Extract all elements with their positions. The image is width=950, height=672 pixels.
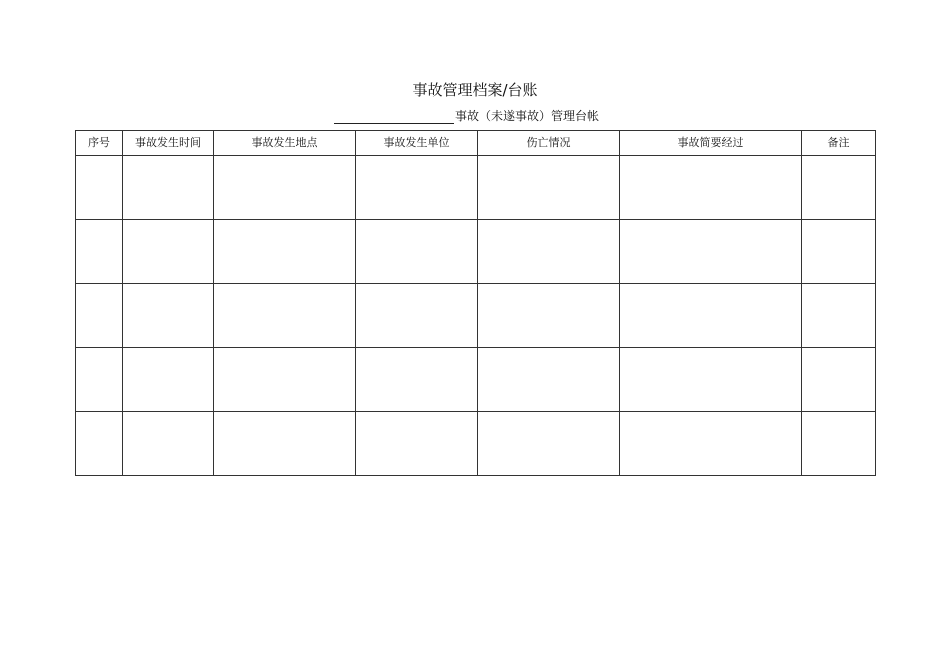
table-body <box>76 156 876 476</box>
table-cell[interactable] <box>123 156 214 220</box>
table-cell[interactable] <box>356 284 478 348</box>
table-row <box>76 412 876 476</box>
table-row <box>76 348 876 412</box>
table-cell[interactable] <box>214 284 356 348</box>
table-cell[interactable] <box>478 284 620 348</box>
column-header-accident-summary: 事故简要经过 <box>620 131 802 156</box>
table-row <box>76 220 876 284</box>
unit-name-blank-line[interactable] <box>334 109 454 124</box>
table-cell[interactable] <box>478 348 620 412</box>
column-header-accident-location: 事故发生地点 <box>214 131 356 156</box>
table-header-row <box>76 131 876 156</box>
table-cell[interactable] <box>802 220 876 284</box>
table-cell[interactable] <box>76 156 123 220</box>
column-header-serial-number: 序号 <box>76 131 123 156</box>
column-header-accident-time: 事故发生时间 <box>123 131 214 156</box>
table-cell[interactable] <box>478 220 620 284</box>
table-cell[interactable] <box>802 412 876 476</box>
table-cell[interactable] <box>802 156 876 220</box>
table-cell[interactable] <box>478 412 620 476</box>
table-cell[interactable] <box>802 284 876 348</box>
table-cell[interactable] <box>356 412 478 476</box>
table-cell[interactable] <box>620 412 802 476</box>
table-cell[interactable] <box>356 156 478 220</box>
table-cell[interactable] <box>620 284 802 348</box>
document-subtitle <box>334 106 599 124</box>
table-cell[interactable] <box>214 156 356 220</box>
table-cell[interactable] <box>123 348 214 412</box>
table-cell[interactable] <box>123 284 214 348</box>
table-cell[interactable] <box>356 348 478 412</box>
table-cell[interactable] <box>620 348 802 412</box>
document-title: 事故管理档案/台账 <box>412 81 538 99</box>
subtitle-text: 事故（未遂事故）管理台帐 <box>455 109 600 123</box>
table-cell[interactable] <box>123 220 214 284</box>
accident-ledger-table <box>75 130 876 476</box>
column-header-remarks: 备注 <box>802 131 876 156</box>
table-cell[interactable] <box>214 412 356 476</box>
table-cell[interactable] <box>123 412 214 476</box>
table-cell[interactable] <box>214 348 356 412</box>
table-row <box>76 156 876 220</box>
table-cell[interactable] <box>356 220 478 284</box>
column-header-accident-unit: 事故发生单位 <box>356 131 478 156</box>
table-cell[interactable] <box>76 348 123 412</box>
table-cell[interactable] <box>76 220 123 284</box>
table-row <box>76 284 876 348</box>
table-cell[interactable] <box>478 156 620 220</box>
table-cell[interactable] <box>620 220 802 284</box>
column-header-casualties: 伤亡情况 <box>478 131 620 156</box>
table-cell[interactable] <box>76 284 123 348</box>
table-cell[interactable] <box>802 348 876 412</box>
table-cell[interactable] <box>76 412 123 476</box>
table-cell[interactable] <box>214 220 356 284</box>
table-cell[interactable] <box>620 156 802 220</box>
